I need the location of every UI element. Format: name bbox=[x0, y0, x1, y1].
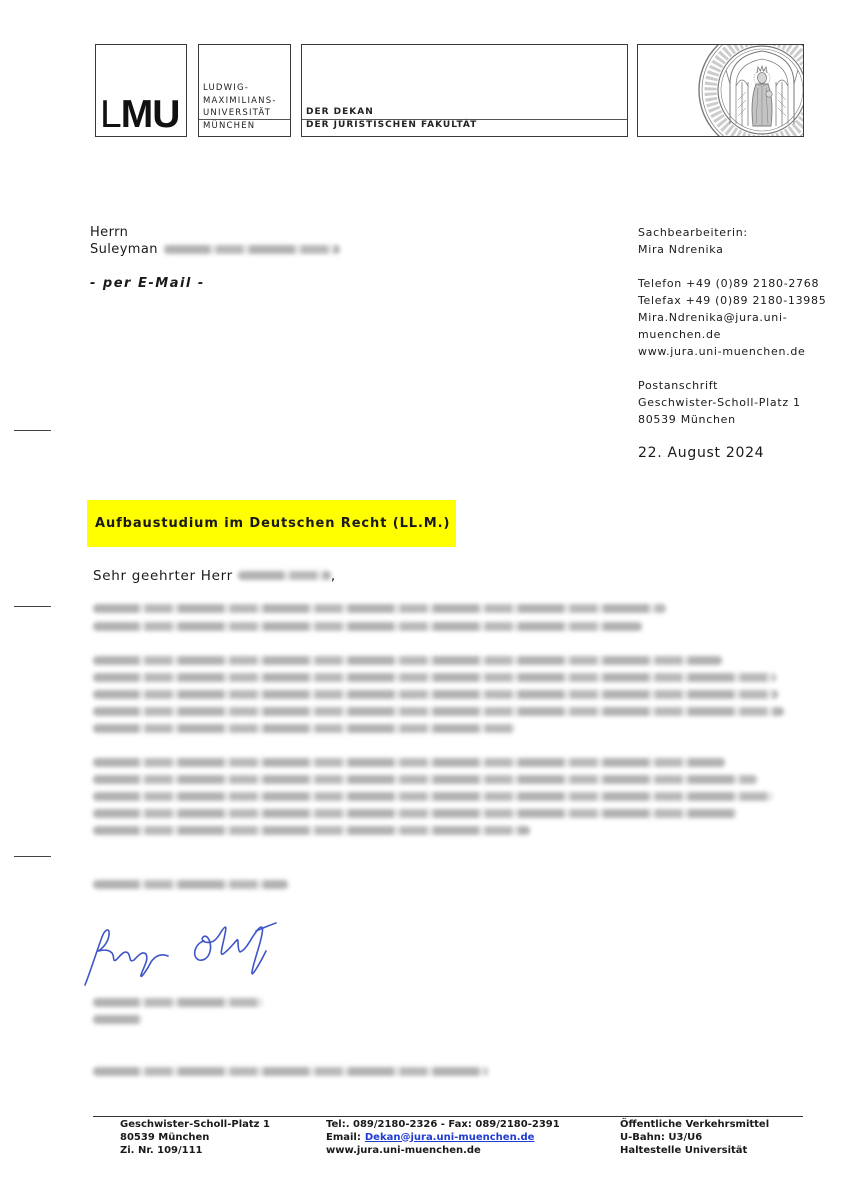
university-name-box bbox=[198, 44, 291, 137]
fold-mark bbox=[14, 856, 51, 857]
office-line: DER DEKAN bbox=[306, 106, 374, 117]
redacted-text-line bbox=[93, 707, 784, 716]
redacted-text-line bbox=[93, 1067, 488, 1076]
redacted-text-line bbox=[93, 826, 530, 835]
redacted-text-line bbox=[93, 775, 757, 784]
university-seal bbox=[638, 45, 803, 136]
greeting-text: Sehr geehrter Herr bbox=[93, 567, 233, 584]
divider bbox=[199, 119, 290, 120]
contact-label: Sachbearbeiterin: bbox=[638, 225, 748, 239]
sender-info bbox=[638, 224, 826, 462]
redacted-text-line bbox=[93, 622, 642, 631]
recipient-block bbox=[90, 224, 340, 292]
redacted-surname bbox=[238, 571, 331, 580]
office-line: DER JURISTISCHEN FAKULTÄT bbox=[306, 119, 478, 130]
redacted-text-line bbox=[93, 690, 778, 699]
redacted-text-line bbox=[93, 792, 773, 801]
footer-transport-line: Haltestelle Universität bbox=[620, 1144, 748, 1156]
contact-website: www.jura.uni-muenchen.de bbox=[638, 344, 806, 358]
redacted-text-line bbox=[93, 656, 722, 665]
university-name bbox=[203, 82, 277, 132]
recipient-name bbox=[90, 241, 340, 258]
university-seal-box bbox=[637, 44, 804, 137]
footer-contact bbox=[326, 1118, 560, 1157]
contact-fax: Telefax +49 (0)89 2180-13985 bbox=[638, 293, 827, 307]
footer-transport bbox=[620, 1118, 769, 1157]
greeting-comma: , bbox=[330, 567, 336, 584]
footer-email-line bbox=[326, 1131, 560, 1144]
redacted-text-line bbox=[93, 1015, 142, 1024]
postal-street: Geschwister-Scholl-Platz 1 bbox=[638, 395, 801, 409]
subject-line: Aufbaustudium im Deutschen Recht (LL.M.) bbox=[87, 500, 456, 547]
redacted-text-line bbox=[93, 673, 776, 682]
university-line: MÜNCHEN bbox=[203, 120, 256, 131]
redacted-text-line bbox=[93, 724, 515, 733]
fold-mark bbox=[14, 606, 51, 607]
contact-name: Mira Ndrenika bbox=[638, 242, 724, 256]
postal-label: Postanschrift bbox=[638, 378, 719, 392]
footer-website: www.jura.uni-muenchen.de bbox=[326, 1144, 481, 1156]
office-name-box bbox=[301, 44, 628, 137]
redacted-text-line bbox=[93, 758, 725, 767]
footer-email-link[interactable]: Dekan@jura.uni-muenchen.de bbox=[364, 1131, 535, 1143]
lmu-logo bbox=[95, 44, 187, 137]
footer-address-line: Geschwister-Scholl-Platz 1 bbox=[120, 1118, 270, 1130]
divider bbox=[302, 119, 627, 120]
redacted-text-line bbox=[93, 998, 263, 1007]
handwritten-signature bbox=[80, 915, 280, 995]
logo-wordmark bbox=[100, 95, 179, 134]
redacted-surname bbox=[164, 245, 340, 254]
contact-email: Mira.Ndrenika@jura.uni- bbox=[638, 310, 788, 324]
redacted-text-line bbox=[93, 604, 666, 613]
university-line: UNIVERSITÄT bbox=[203, 108, 272, 118]
recipient-first-name: Suleyman bbox=[90, 241, 158, 257]
redacted-text-line bbox=[93, 809, 737, 818]
footer-address-line: Zi. Nr. 109/111 bbox=[120, 1144, 203, 1156]
logo-letter-l: L bbox=[100, 93, 121, 136]
delivery-note: - per E-Mail - bbox=[90, 275, 205, 291]
postal-city: 80539 München bbox=[638, 412, 736, 426]
contact-email: muenchen.de bbox=[638, 327, 722, 341]
university-line: MAXIMILIANS- bbox=[203, 95, 277, 106]
university-line: LUDWIG- bbox=[203, 83, 250, 93]
letter-date: 22. August 2024 bbox=[638, 444, 765, 461]
logo-letters-mu: MU bbox=[120, 93, 180, 136]
footer-transport-line: U-Bahn: U3/U6 bbox=[620, 1131, 703, 1143]
footer-address bbox=[120, 1118, 270, 1157]
footer-email-label: Email: bbox=[326, 1131, 361, 1143]
redacted-text-line bbox=[93, 880, 288, 889]
footer-transport-line: Öffentliche Verkehrsmittel bbox=[620, 1118, 770, 1130]
contact-phone: Telefon +49 (0)89 2180-2768 bbox=[638, 276, 820, 290]
footer-phone-fax: Tel:. 089/2180-2326 - Fax: 089/2180-2391 bbox=[326, 1118, 560, 1130]
footer-address-line: 80539 München bbox=[120, 1131, 210, 1143]
recipient-salutation: Herrn bbox=[90, 224, 129, 240]
fold-mark bbox=[14, 430, 51, 431]
greeting bbox=[93, 568, 336, 585]
